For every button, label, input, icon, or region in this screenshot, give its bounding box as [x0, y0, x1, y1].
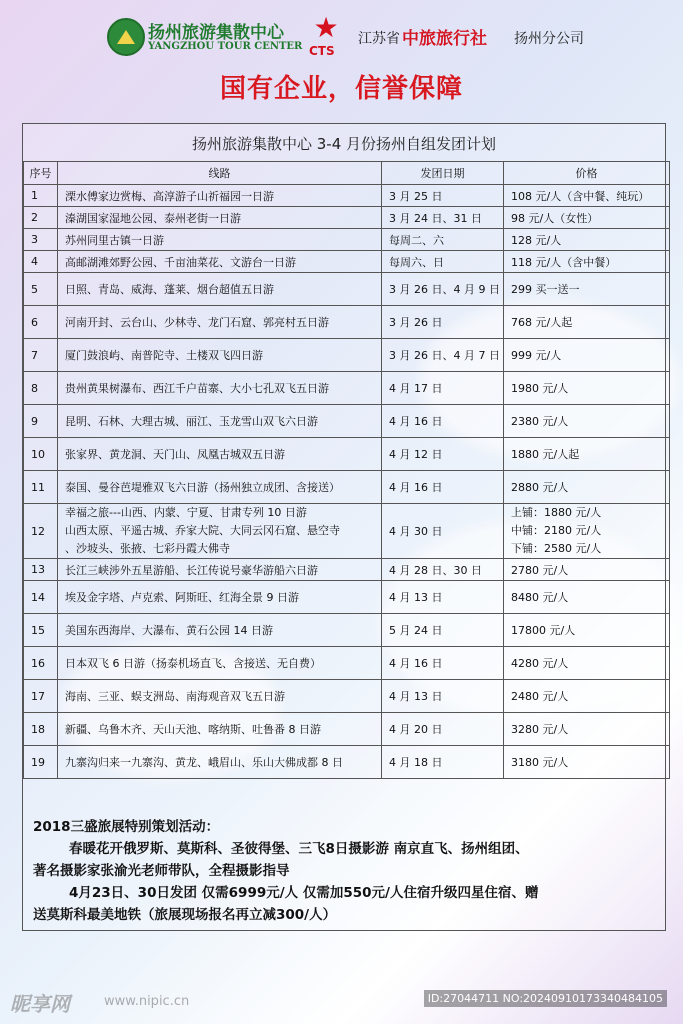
cell-no: 6 — [24, 306, 58, 339]
cell-no: 17 — [24, 680, 58, 713]
cts-star-icon: ★ — [313, 11, 339, 44]
cell-no: 8 — [24, 372, 58, 405]
cell-price: 299 买一送一 — [504, 273, 670, 306]
cell-price: 999 元/人 — [504, 339, 670, 372]
cts-branch: 扬州分公司 — [514, 31, 584, 47]
cell-date: 4 月 28 日、30 日 — [382, 559, 504, 581]
special-activity — [23, 816, 665, 926]
cell-price: 118 元/人（含中餐） — [504, 251, 670, 273]
route-line: 、沙坡头、张掖、七彩丹霞大佛寺 — [65, 542, 230, 555]
cell-price: 2480 元/人 — [504, 680, 670, 713]
cell-date: 4 月 30 日 — [382, 504, 504, 559]
cell-route: 溧水傅家边赏梅、高淳游子山祈福园一日游 — [58, 185, 382, 207]
cell-date: 每周二、六 — [382, 229, 504, 251]
tour-schedule-board — [22, 123, 666, 931]
cell-date: 4 月 16 日 — [382, 405, 504, 438]
slogan: 国有企业，信誉保障 — [219, 74, 463, 104]
cell-route: 新疆、乌鲁木齐、天山天池、喀纳斯、吐鲁番 8 日游 — [58, 713, 382, 746]
table-row — [24, 185, 670, 207]
cell-price: 98 元/人（女性） — [504, 207, 670, 229]
activity-line: 春暖花开俄罗斯、莫斯科、圣彼得堡、三飞8日摄影游 南京直飞、扬州组团、 — [69, 841, 529, 857]
cell-price: 1880 元/人起 — [504, 438, 670, 471]
route-line: 山西太原、平遥古城、乔家大院、大同云冈石窟、悬空寺 — [65, 524, 340, 537]
cell-date: 4 月 17 日 — [382, 372, 504, 405]
table-row — [24, 339, 670, 372]
cts-brand: 中旅旅行社 — [402, 29, 487, 49]
table-row — [24, 559, 670, 581]
activity-line: 著名摄影家张渝光老师带队，全程摄影指导 — [33, 863, 290, 879]
column-header-no: 序号 — [24, 162, 58, 185]
watermark-url: www.nipic.cn — [104, 994, 190, 1009]
cell-date: 3 月 25 日 — [382, 185, 504, 207]
cell-price: 3280 元/人 — [504, 713, 670, 746]
table-row — [24, 713, 670, 746]
table-row — [24, 306, 670, 339]
table-row — [24, 680, 670, 713]
cell-no: 9 — [24, 405, 58, 438]
cell-no: 15 — [24, 614, 58, 647]
cell-no: 11 — [24, 471, 58, 504]
cell-price: 2380 元/人 — [504, 405, 670, 438]
route-line: 幸福之旅---山西、内蒙、宁夏、甘肃专列 10 日游 — [65, 506, 307, 519]
cell-route: 长江三峡涉外五星游船、长江传说号豪华游船六日游 — [58, 559, 382, 581]
cts-logo-text: CTS — [309, 44, 335, 58]
cts-province: 江苏省 — [358, 31, 400, 47]
cell-no: 1 — [24, 185, 58, 207]
table-row — [24, 372, 670, 405]
cell-date: 4 月 20 日 — [382, 713, 504, 746]
cell-no: 13 — [24, 559, 58, 581]
cell-date: 3 月 26 日、4 月 7 日 — [382, 339, 504, 372]
cell-route: 高邮湖滩郊野公园、千亩油菜花、文游台一日游 — [58, 251, 382, 273]
table-row — [24, 614, 670, 647]
activity-heading: 2018三盛旅展特别策划活动： — [33, 819, 220, 835]
table-row — [24, 471, 670, 504]
header — [0, 11, 683, 60]
cell-price: 17800 元/人 — [504, 614, 670, 647]
cell-route: 溱湖国家湿地公园、泰州老街一日游 — [58, 207, 382, 229]
tour-table — [23, 161, 670, 779]
cell-no: 2 — [24, 207, 58, 229]
cell-route: 美国东西海岸、大瀑布、黄石公园 14 日游 — [58, 614, 382, 647]
cell-price — [504, 504, 670, 559]
cell-date: 3 月 24 日、31 日 — [382, 207, 504, 229]
board-title: 扬州旅游集散中心 3-4 月份扬州自组发团计划 — [191, 135, 497, 153]
activity-line: 4月23日、30日发团 仅需6999元/人 仅需加550元/人住宿升级四星住宿、赠 — [69, 885, 539, 901]
watermark-id: ID:27044711 NO:20240910173340484105 — [424, 990, 667, 1007]
cell-no: 4 — [24, 251, 58, 273]
column-header-date: 发团日期 — [382, 162, 504, 185]
cell-price: 128 元/人 — [504, 229, 670, 251]
cell-date: 4 月 16 日 — [382, 647, 504, 680]
cell-price: 768 元/人起 — [504, 306, 670, 339]
cell-price: 3180 元/人 — [504, 746, 670, 779]
cell-route: 日本双飞 6 日游（扬泰机场直飞、含接送、无自费） — [58, 647, 382, 680]
table-row — [24, 581, 670, 614]
table-header-row — [24, 162, 670, 185]
cell-price: 1980 元/人 — [504, 372, 670, 405]
cell-route: 海南、三亚、蜈支洲岛、南海观音双飞五日游 — [58, 680, 382, 713]
cell-no: 16 — [24, 647, 58, 680]
watermark-site: 昵享网 — [10, 992, 70, 1016]
table-row — [24, 251, 670, 273]
table-row — [24, 746, 670, 779]
cell-route: 日照、青岛、威海、蓬莱、烟台超值五日游 — [58, 273, 382, 306]
cell-no: 10 — [24, 438, 58, 471]
cell-no: 5 — [24, 273, 58, 306]
cell-route: 泰国、曼谷芭堤雅双飞六日游（扬州独立成团、含接送） — [58, 471, 382, 504]
cell-price: 2880 元/人 — [504, 471, 670, 504]
activity-line: 送莫斯科最美地铁（旅展现场报名再立减300/人） — [33, 907, 337, 923]
cell-route: 张家界、黄龙洞、天门山、凤凰古城双五日游 — [58, 438, 382, 471]
cell-route: 埃及金字塔、卢克索、阿斯旺、红海全景 9 日游 — [58, 581, 382, 614]
cell-route: 河南开封、云台山、少林寺、龙门石窟、郭亮村五日游 — [58, 306, 382, 339]
cell-price: 108 元/人（含中餐、纯玩） — [504, 185, 670, 207]
table-row — [24, 405, 670, 438]
center-name-en: YANGZHOU TOUR CENTER — [148, 41, 303, 52]
cell-date: 4 月 18 日 — [382, 746, 504, 779]
price-line: 中铺：2180 元/人 — [511, 524, 602, 537]
cell-date: 3 月 26 日 — [382, 306, 504, 339]
table-row — [24, 438, 670, 471]
cell-date: 4 月 13 日 — [382, 680, 504, 713]
cell-route — [58, 504, 382, 559]
cell-price: 4280 元/人 — [504, 647, 670, 680]
cell-route: 九寨沟归来一九寨沟、黄龙、峨眉山、乐山大佛成都 8 日 — [58, 746, 382, 779]
price-line: 上铺：1880 元/人 — [511, 506, 602, 519]
cell-price: 8480 元/人 — [504, 581, 670, 614]
table-row — [24, 229, 670, 251]
cell-no: 18 — [24, 713, 58, 746]
table-row — [24, 504, 670, 559]
cell-date: 4 月 16 日 — [382, 471, 504, 504]
cell-date: 5 月 24 日 — [382, 614, 504, 647]
table-row — [24, 647, 670, 680]
column-header-route: 线路 — [58, 162, 382, 185]
cell-no: 7 — [24, 339, 58, 372]
table-row — [24, 273, 670, 306]
cell-route: 厦门鼓浪屿、南普陀寺、土楼双飞四日游 — [58, 339, 382, 372]
table-row — [24, 207, 670, 229]
price-line: 下铺：2580 元/人 — [511, 542, 602, 555]
cell-date: 4 月 12 日 — [382, 438, 504, 471]
column-header-price: 价格 — [504, 162, 670, 185]
cell-no: 3 — [24, 229, 58, 251]
cell-date: 4 月 13 日 — [382, 581, 504, 614]
cell-date: 3 月 26 日、4 月 9 日 — [382, 273, 504, 306]
cell-no: 12 — [24, 504, 58, 559]
yangzhou-tour-center-logo — [107, 18, 145, 56]
cell-no: 14 — [24, 581, 58, 614]
center-name: 扬州旅游集散中心 — [148, 23, 284, 43]
cell-route: 贵州黄果树瀑布、西江千户苗寨、大小七孔双飞五日游 — [58, 372, 382, 405]
cell-date: 每周六、日 — [382, 251, 504, 273]
cell-no: 19 — [24, 746, 58, 779]
cell-route: 苏州同里古镇一日游 — [58, 229, 382, 251]
cell-route: 昆明、石林、大理古城、丽江、玉龙雪山双飞六日游 — [58, 405, 382, 438]
cell-price: 2780 元/人 — [504, 559, 670, 581]
